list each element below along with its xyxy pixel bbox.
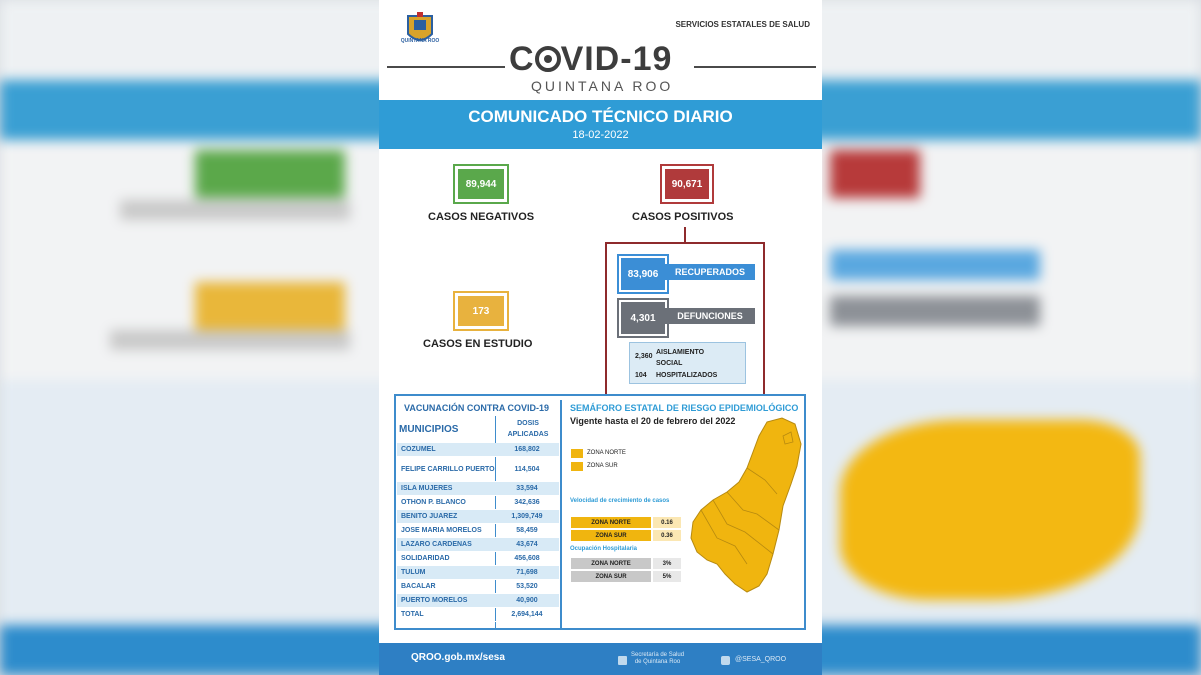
dosis-value: 456,608 [514,555,540,562]
page-title: C VID-19 [509,40,673,78]
isolation-hospital-box [629,342,746,384]
table-row [397,443,559,457]
dosis-value: 1,309,749 [511,513,543,520]
dosis-value: 33,594 [516,485,538,492]
table-row [397,524,559,538]
hospitalized-count: 104 [635,372,647,379]
table-row [397,594,559,608]
recovered-label: RECUPERADOS [665,264,755,280]
connector-line [684,227,686,243]
dosis-value: 58,459 [516,527,538,534]
table-row [397,538,559,552]
hospitalized-label: HOSPITALIZADOS [656,372,718,379]
study-cases-label: CASOS EN ESTUDIO [423,338,533,350]
twitter-handle[interactable]: @SESA_QROO [735,656,787,663]
dosis-header: DOSIS APLICADAS [507,420,549,438]
virus-icon [535,46,561,72]
twitter-icon [721,656,730,665]
isolation-label: AISLAMIENTO SOCIAL [656,349,705,367]
dosis-value: 2,694,144 [511,611,543,618]
deaths-label: DEFUNCIONES [665,308,755,324]
dosis-value: 71,698 [516,569,538,576]
isolation-count: 2,360 [635,353,653,360]
occupancy-title: Ocupación Hospitalaria [570,546,638,552]
vaccination-table [397,443,559,622]
municipio-name: PUERTO MORELOS [401,597,468,604]
facebook-handle[interactable]: Secretaría de Salud de Quintana Roo [631,652,685,665]
municipio-name: FELIPE CARRILLO PUERTO [401,465,495,473]
municipio-name: BACALAR [401,583,436,590]
title-rule-right [694,66,816,68]
dosis-value: 40,900 [516,597,538,604]
positive-cases-count: 90,671 [662,166,712,202]
table-row [397,552,559,566]
logo-caption: QUINTANA ROO [400,38,440,44]
table-row [397,510,559,524]
deaths-count: 4,301 [619,300,667,336]
table-row [397,496,559,510]
table-row [397,566,559,580]
dosis-value: 114,504 [514,465,540,473]
agency-name: SERVICIOS ESTATALES DE SALUD [675,20,810,29]
municipio-name: OTHON P. BLANCO [401,499,466,506]
velocity-row: ZONA NORTE 0.16 [570,516,682,529]
dosis-value: 43,674 [516,541,538,548]
legend-north-label: ZONA NORTE [587,450,626,456]
velocity-row: ZONA SUR 0.36 [570,529,682,542]
report-date: 18-02-2022 [572,129,629,141]
dosis-value: 342,636 [514,499,540,506]
dosis-value: 53,520 [516,583,538,590]
positive-cases-label: CASOS POSITIVOS [632,211,734,223]
legend-south-swatch [571,462,583,471]
facebook-icon [618,656,627,665]
legend-north-swatch [571,449,583,458]
dosis-value: 168,802 [514,446,540,453]
negative-cases-count: 89,944 [455,166,507,202]
municipios-header: MUNICIPIOS [399,424,459,435]
table-row [397,482,559,496]
semaforo-title: SEMÁFORO ESTATAL DE RIESGO EPIDEMIOLÓGICO [570,403,799,413]
occupancy-row: ZONA NORTE 3% [570,557,682,570]
municipio-name: SOLIDARIDAD [401,555,450,562]
page-subtitle: QUINTANA ROO [531,78,674,94]
municipio-name: ISLA MUJERES [401,485,453,492]
table-row [397,608,559,622]
panel-divider [560,400,562,628]
vaccination-title: VACUNACIÓN CONTRA COVID-19 [404,403,550,413]
report-title: COMUNICADO TÉCNICO DIARIO [468,107,733,126]
municipio-name: BENITO JUAREZ [401,513,458,520]
velocity-title: Velocidad de crecimiento de casos [570,498,670,504]
study-cases-count: 173 [455,293,507,329]
municipio-name: TOTAL [401,611,424,618]
website-link[interactable]: QROO.gob.mx/sesa [411,652,505,663]
semaforo-validity: Vigente hasta el 20 de febrero del 2022 [570,416,736,426]
quintana-roo-map [687,414,803,594]
title-rule-left [387,66,505,68]
recovered-count: 83,906 [619,256,667,292]
covid-report-poster [379,0,822,675]
occupancy-row: ZONA SUR 5% [570,570,682,583]
municipio-name: LAZARO CARDENAS [401,541,472,548]
municipio-name: TULUM [401,569,426,576]
table-row [397,580,559,594]
negative-cases-label: CASOS NEGATIVOS [428,211,535,223]
municipio-name: COZUMEL [401,446,436,453]
municipio-name: JOSE MARIA MORELOS [401,527,482,534]
legend-south-label: ZONA SUR [587,463,618,469]
table-row [397,457,559,482]
